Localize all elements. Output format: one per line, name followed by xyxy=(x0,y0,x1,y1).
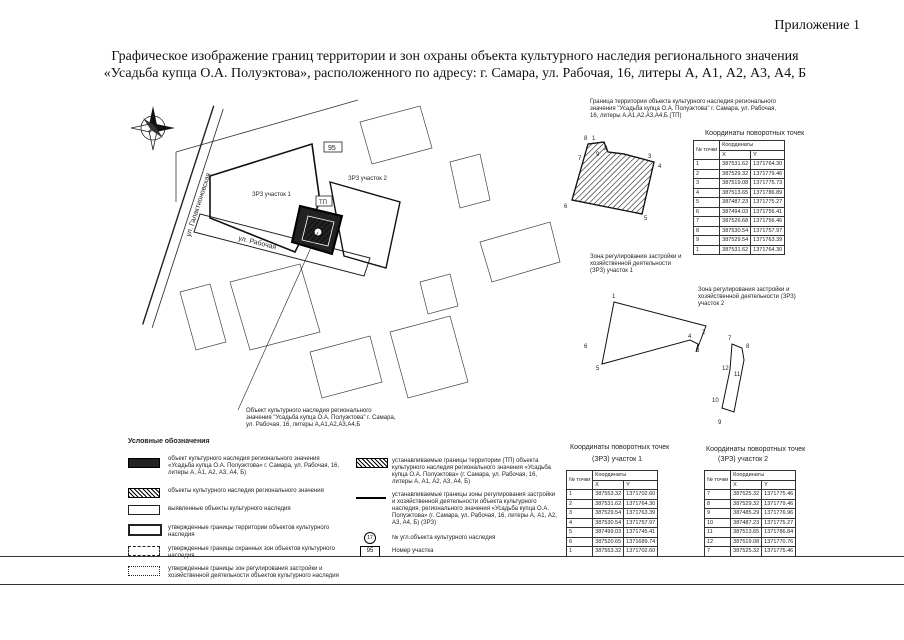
table-cell: 387530.54 xyxy=(593,518,624,528)
tp-col-x: X xyxy=(720,150,751,160)
table-cell: 9 xyxy=(694,236,720,246)
table-cell: 1371764.30 xyxy=(751,245,785,255)
svg-text:7: 7 xyxy=(728,336,732,342)
tp-col-no: № точки xyxy=(694,141,720,160)
zone2-caption: Зона регулирования застройки и хозяйственной деятельности (ЗРЗ) участок 2 xyxy=(698,287,796,307)
zone2-scheme xyxy=(700,330,760,430)
zrz2-table-title: Координаты поворотных точек xyxy=(706,446,806,453)
table-cell: 4 xyxy=(694,188,720,198)
table-cell: 7 xyxy=(705,547,731,557)
svg-text:3: 3 xyxy=(696,348,700,354)
tp-table-title: Координаты поворотных точек xyxy=(705,130,805,137)
table-cell: 387529.32 xyxy=(731,499,762,509)
table-cell: 387513.65 xyxy=(731,528,762,538)
table-row xyxy=(567,499,658,509)
tp-scheme xyxy=(562,128,680,223)
svg-text:2: 2 xyxy=(702,330,706,336)
table-cell: 8 xyxy=(705,499,731,509)
page-rule-lower xyxy=(0,584,904,585)
svg-text:8: 8 xyxy=(746,344,750,350)
svg-text:6: 6 xyxy=(564,204,568,210)
compass-rose-icon xyxy=(131,106,175,150)
legend-symbol-regulation xyxy=(128,566,160,576)
table-cell: 1371764.30 xyxy=(624,499,658,509)
svg-text:5: 5 xyxy=(596,366,600,372)
table-cell: 387520.65 xyxy=(593,537,624,547)
legend-symbol-territory xyxy=(128,524,162,536)
table-cell: 2 xyxy=(567,499,593,509)
table-cell: 1371786.89 xyxy=(751,188,785,198)
table-cell: 1371775.73 xyxy=(751,179,785,189)
tp-col-coords: Координаты xyxy=(720,141,785,151)
table-row xyxy=(567,528,658,538)
table-cell: 3 xyxy=(694,179,720,189)
table-cell: 387529.54 xyxy=(720,236,751,246)
zone-1-label: ЗРЗ участок 1 xyxy=(252,192,291,198)
table-row xyxy=(705,518,796,528)
table-cell: 1371775.46 xyxy=(762,490,796,500)
legend-box-symbol: 95 xyxy=(360,546,380,557)
svg-text:6: 6 xyxy=(584,344,588,350)
table-row xyxy=(694,179,785,189)
table-cell: 1371770.76 xyxy=(762,537,796,547)
heritage-object-territory xyxy=(292,206,342,254)
table-cell: 1371702.60 xyxy=(624,490,658,500)
table-cell: 1371775.27 xyxy=(751,198,785,208)
street-label-rabochaya: ул. Рабочая xyxy=(237,235,277,252)
table-cell: 387531.62 xyxy=(720,160,751,170)
table-cell: 1371757.97 xyxy=(751,226,785,236)
appendix-label: Приложение 1 xyxy=(774,18,860,33)
table-cell: 6 xyxy=(567,537,593,547)
svg-text:9: 9 xyxy=(718,420,722,426)
street-label-galaktionovskaya: ул. Галактионовская xyxy=(185,172,213,238)
table-row xyxy=(705,499,796,509)
legend-symbol-regional xyxy=(128,488,160,498)
table-cell: 10 xyxy=(705,518,731,528)
table-cell: 387525.32 xyxy=(731,490,762,500)
svg-text:1: 1 xyxy=(592,136,596,142)
svg-text:11: 11 xyxy=(734,372,741,378)
tp-caption: Граница территории объекта культурного наследия регионального значения "Усадьба купца О.А. Полуэктова" г. Самара, ул. Рабочая, 16, литеры А,А1,А2,А3,А4,Б (ТП) xyxy=(590,99,777,119)
table-cell: 1371757.97 xyxy=(624,518,658,528)
svg-text:9: 9 xyxy=(596,152,600,158)
legend-symbol-tp xyxy=(356,458,388,468)
document-title xyxy=(40,48,870,82)
tp-coordinates-table xyxy=(693,140,785,255)
page-rule-upper xyxy=(0,556,904,557)
table-cell: 12 xyxy=(705,537,731,547)
table-cell: 1 xyxy=(567,547,593,557)
table-cell: 387485.29 xyxy=(731,509,762,519)
zone-2-label: ЗРЗ участок 2 xyxy=(348,176,387,182)
title-line-1: Графическое изображение границ территории и зон охраны объекта культурного наследия регионального значения xyxy=(111,49,799,64)
legend-circle-symbol: 17 xyxy=(364,532,376,544)
svg-text:12: 12 xyxy=(722,366,729,372)
table-cell: 1371779.46 xyxy=(751,169,785,179)
table-row xyxy=(567,547,658,557)
table-row xyxy=(694,207,785,217)
table-cell: 3 xyxy=(567,509,593,519)
legend-item-territory: утвержденные границы территории объектов культурного наследия xyxy=(168,525,330,538)
table-row xyxy=(567,490,658,500)
table-row xyxy=(694,198,785,208)
table-cell: 11 xyxy=(705,528,731,538)
title-line-2: «Усадьба купца О.А. Полуэктова», расположенного по адресу: г. Самара, ул. Рабочая, 16, литеры А, А1, А2, А3, А4, Б xyxy=(103,66,807,81)
table-cell: 1371776.96 xyxy=(762,509,796,519)
legend-symbol-protection xyxy=(128,546,160,556)
table-cell: 7 xyxy=(705,490,731,500)
svg-text:1: 1 xyxy=(612,294,616,300)
table-row xyxy=(567,509,658,519)
surrounding-buildings xyxy=(180,106,560,398)
table-cell: 6 xyxy=(694,207,720,217)
legend-item-object: объект культурного наследия регионального значения «Усадьба купца О.А. Полуэктова» г. Самара, ул. Рабочая, 16, литеры А, А1, А2, А3, А4, Б) xyxy=(168,456,340,476)
svg-text:8: 8 xyxy=(584,136,588,142)
table-cell: 387531.62 xyxy=(593,499,624,509)
svg-text:4: 4 xyxy=(658,164,662,170)
table-row xyxy=(705,528,796,538)
table-cell: 1371763.39 xyxy=(751,236,785,246)
table-cell: 7 xyxy=(694,217,720,227)
table-row xyxy=(694,226,785,236)
table-cell: 1371763.39 xyxy=(624,509,658,519)
legend-item-protection: утвержденные границы охранных зон объектов культурного наследия xyxy=(168,546,335,559)
svg-text:3: 3 xyxy=(648,154,652,160)
table-row xyxy=(567,518,658,528)
tp-map-label: ТП xyxy=(319,200,327,206)
table-cell: 4 xyxy=(567,518,593,528)
table-row xyxy=(694,245,785,255)
table-cell: 1371775.46 xyxy=(762,547,796,557)
table-cell: 1371764.30 xyxy=(751,160,785,170)
legend-item-tp: устанавливаемые границы территории (ТП) объекта культурного наследия регионального значения «Усадьба купца О.А. Полуэктова» (г. Самара, ул. Рабочая, 16, литеры А, А1, А2, А3, А4, Б) xyxy=(392,458,551,485)
table-cell: 5 xyxy=(694,198,720,208)
zrz1-coordinates-table: № точки Координаты X Y 1 387553.32 1371702.60 2 387531.62 1371764.30 3 387529.54 1371763.39 4 387530.54 1371757.97 5 387499.03 1371745.41 6 387520.65 1371689.74 1 387553.32 1371702.60 xyxy=(566,470,658,557)
legend-symbol-identified xyxy=(128,505,160,515)
table-cell: 387531.62 xyxy=(720,245,751,255)
table-cell: 9 xyxy=(705,509,731,519)
table-row xyxy=(694,188,785,198)
table-cell: 1371775.27 xyxy=(762,518,796,528)
legend-symbol-zrz xyxy=(356,497,386,499)
zone1-caption: Зона регулирования застройки и хозяйственной деятельности (ЗРЗ) участок 1 xyxy=(590,254,682,274)
table-cell: 1371702.60 xyxy=(624,547,658,557)
legend-item-regional: объекты культурного наследия регионального значения xyxy=(168,488,324,494)
table-cell: 387487.23 xyxy=(720,198,751,208)
situation-map xyxy=(120,92,565,442)
tp-col-y: Y xyxy=(751,150,785,160)
svg-text:7: 7 xyxy=(578,156,582,162)
zrz1-table-title: Координаты поворотных точек xyxy=(570,444,670,451)
table-cell: 387519.08 xyxy=(720,179,751,189)
table-cell: 387494.03 xyxy=(720,207,751,217)
legend-heading: Условные обозначения xyxy=(128,438,210,445)
legend-item-identified: выявленные объекты культурного наследия xyxy=(168,506,291,512)
table-cell: 2 xyxy=(694,169,720,179)
table-cell: 387529.54 xyxy=(593,509,624,519)
table-cell: 1371786.84 xyxy=(762,528,796,538)
svg-text:10: 10 xyxy=(712,398,719,404)
legend-item-zrz: устанавливаемые границы зоны регулирования застройки и хозяйственной деятельности объекта культурного наследия, регионального значения «Усадьба купца О.А. Полуэктова» (г. Самара, ул. Рабочая, 16, литеры А, А1, А2, А3, А4, Б) (ЗРЗ) xyxy=(392,492,557,526)
svg-text:4: 4 xyxy=(688,334,692,340)
table-cell: 387513.65 xyxy=(720,188,751,198)
table-cell: 1371779.46 xyxy=(762,499,796,509)
table-row xyxy=(705,509,796,519)
table-row xyxy=(567,537,658,547)
map-callout-text: Объект культурного наследия регионального значения "Усадьба купца О.А. Полуэктова" г. Самара, ул. Рабочая, 16, литеры А,А1,А2,А3,А4,Б xyxy=(246,408,396,428)
svg-text:2: 2 xyxy=(604,146,608,152)
table-row xyxy=(694,217,785,227)
legend-item-number: № угл.объекта культурного наследия xyxy=(392,535,496,541)
table-cell: 1 xyxy=(694,245,720,255)
table-row xyxy=(705,490,796,500)
table-cell: 5 xyxy=(567,528,593,538)
table-cell: 387487.23 xyxy=(731,518,762,528)
house-number: 95 xyxy=(328,145,336,152)
legend-item-regulation: утвержденные границы зон регулирования застройки и хозяйственной деятельности объектов культурного наследия xyxy=(168,566,339,579)
table-cell: 1371689.74 xyxy=(624,537,658,547)
table-cell: 1 xyxy=(567,490,593,500)
table-cell: 387553.32 xyxy=(593,547,624,557)
zrz2-table-subtitle: (ЗРЗ) участок 2 xyxy=(718,456,769,463)
table-row xyxy=(694,236,785,246)
table-cell: 387553.32 xyxy=(593,490,624,500)
table-cell: 387526.68 xyxy=(720,217,751,227)
table-row xyxy=(694,160,785,170)
legend-item-parcel: Номер участка xyxy=(392,548,434,554)
table-cell: 1371756.46 xyxy=(751,217,785,227)
zone2-point-labels xyxy=(712,336,750,426)
table-row xyxy=(694,169,785,179)
table-cell: 387529.32 xyxy=(720,169,751,179)
zrz2-coordinates-table: № точки Координаты X Y 7 387525.32 1371775.46 8 387529.32 1371779.46 9 387485.29 1371776.96 10 387487.23 1371775.27 11 387513.65 1371786.84 12 387519.08 1371770.76 7 387525.32 1371775.46 xyxy=(704,470,796,557)
table-cell: 387499.03 xyxy=(593,528,624,538)
zrz1-table-subtitle: (ЗРЗ) участок 1 xyxy=(592,456,643,463)
table-cell: 1 xyxy=(694,160,720,170)
table-cell: 8 xyxy=(694,226,720,236)
table-cell: 1371756.41 xyxy=(751,207,785,217)
table-row xyxy=(705,537,796,547)
zone1-scheme xyxy=(578,290,708,372)
table-cell: 387525.32 xyxy=(731,547,762,557)
svg-text:5: 5 xyxy=(644,216,648,222)
table-cell: 1371745.41 xyxy=(624,528,658,538)
table-cell: 387519.08 xyxy=(731,537,762,547)
table-row xyxy=(705,547,796,557)
table-cell: 387530.54 xyxy=(720,226,751,236)
legend-symbol-object xyxy=(128,458,160,468)
